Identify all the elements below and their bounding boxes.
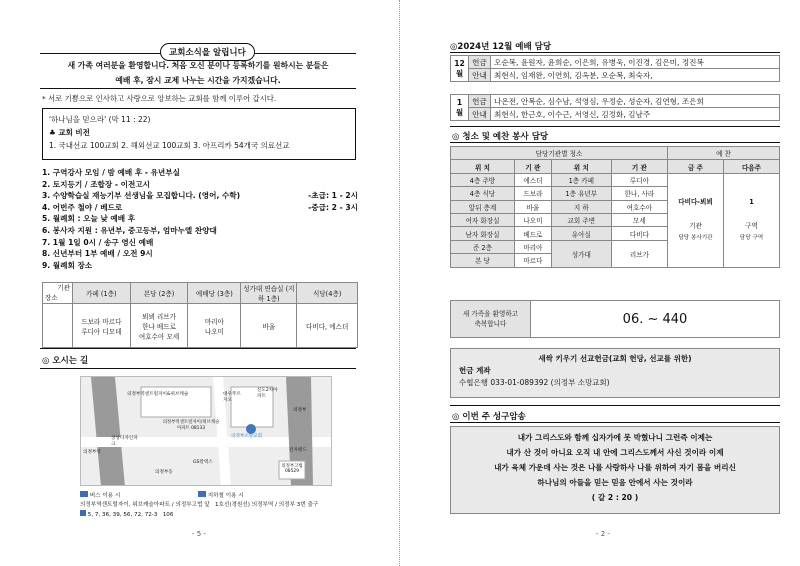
col-header: 카페 (1층) [73,283,131,304]
intro-line: 새 가족 여러분을 환영합니다. 처음 오신 분이나 등록하기를 원하시는 분들은 [67,61,329,70]
notice-title: 교회소식을 알립니다 [160,43,255,61]
map-legend: 버스 이용 시 지하철 이용 시 의정부역센트럴자이, 위브캐슬아파트 / 의정부고법 앞 1호선(경원선) 의정부역 / 의정부 3번 출구 5, 7, 36, 39, 56, 72, 72-3 106 [80,493,319,518]
table-row: 안내 최현식, 임재완, 이연희, 김옥분, 오순복, 최숙자, [451,69,780,82]
news-item: 5. 월례회 : 오늘 낮 예배 후 [42,214,136,224]
news-item: 8. 신년부터 1부 예배 / 오전 9시 [42,249,153,259]
bus-icon [80,491,88,497]
welcome-value: 06. ~ 440 [622,311,688,327]
location-table [42,282,358,348]
intro-line: 예배 후, 잠시 교제 나누는 시간을 가지겠습니다. [115,76,281,85]
table-row: 1월 헌금 나온전, 안복순, 심수남, 석영심, 우정순, 성순자, 김연형, 조은희 [451,95,780,108]
vision-text: 1. 국내선교 100교회 2. 해외선교 100교회 3. 아프리카 54개국 의료선교 [49,141,290,150]
table-row: 4층 주방 에스더 1층 카페 루디아 다비다-뵈뵈 기관 담당 봉사기관 1 구역 담당 구역 [451,173,780,186]
greeting: * 서로 기쁨으로 인사하고 사랑으로 앙보하는 교회를 함께 이루어 갑시다. [42,94,277,103]
news-item: 2. 토지등기 / 조합장 - 이전고시 [42,179,151,189]
cleaning-table: 담당기관별 청소 예 찬 위 치 기 관 위 치 기 관 금 주 다음주 4층 주방 에스더 1층 카페 루디아 다비다-뵈뵈 기관 담당 봉사기관 1 구역 담당 구역 4층 식당 드보라 1층 유년부 한나, 사라 앞뒤 층계 바울 지 하 여호수아 여자 화장실 나오미 교회 주변 모세 남자 화장실 베드로 유아실 다비다 준 2층 마리아 성가대 리브가 본 당 마르다 [450,146,780,268]
divider [40,368,356,369]
directions-map: 의정부역센트럴자이&위브캐슬 대우푸르지오 신도2차아파트 의정부역센트럴자이/위브캐슬아파트 08133 의정부소망교회 상상디자인파크 의정부역 의정부 전자랜드 GS칼텍스 의정부고법 08529 의정부동 [80,376,332,486]
col-header: 본당 (2층) [130,283,188,304]
table-row: 남자 화장실 베드로 유아실 다비다 [451,227,780,240]
verse: '하나님을 믿으라' (막 11 : 22) [49,115,151,124]
divider [40,88,356,89]
col-header: 성가대 연습실 (지하 1층) [241,283,297,304]
intro [40,58,356,88]
page-number: - 5 - [192,530,206,538]
monthly-duty-table [450,55,780,121]
divider [40,348,356,349]
directions-title: ◎ 오시는 길 [42,356,89,366]
table-cell: 드보라 마르다 루디아 디모데 [73,304,131,348]
table-cell: 바울 [241,304,297,348]
table-cell: 다비다, 에스더 [297,304,358,348]
table-cell: 뵈뵈 리브가 한나 베드로 여호수아 모세 [130,304,188,348]
mission-box [450,348,780,398]
memo-title: ◎ 이번 주 성구암송 [452,412,526,422]
month-title: ◎2024년 12월 예배 담당 [450,42,552,52]
news-item: 7. 1월 1일 0시 / 송구 영신 예배 [42,237,154,247]
col-header: 예배당 (3층) [188,283,241,304]
divider [450,422,780,423]
table-row: 여자 화장실 나오미 교회 주변 모세 [451,213,780,226]
news-item: 6. 봉사자 지원 : 유년부, 중고등부, 엄마누엘 찬양대 [42,225,217,235]
page-number: - 2 - [596,530,610,538]
verse-box [42,108,356,160]
table-row: 4층 식당 드보라 1층 유년부 한나, 사라 [451,187,780,200]
table-row: 12월 헌금 오순복, 윤원자, 윤희순, 이은희, 유병욱, 이진경, 김은미, 정진복 [451,56,780,69]
col-header: 식당(4층) [297,283,358,304]
vision-title: ♣ 교회 비전 [49,128,90,137]
news-item: 4. 어번주 철야 / 베드로 -중급: 2 - 3시 [42,202,358,212]
table-row: 본 당 마르다 [451,254,780,267]
subway-icon [198,491,206,497]
memory-verse-box: 내가 그리스도와 함께 십자가에 못 박혔나니 그런즉 이제는 내가 산 것이 아니요 오직 내 안에 그리스도께서 사신 것이라 이제 내가 육체 가운데 사는 것은 나를 사랑하사 나를 위하여 자기 몸을 버리신 하나님의 아들을 믿는 믿음 안에서 사는 것이라 ( 갈 2 : 20 ) [450,426,780,514]
divider [450,405,780,406]
corner-cell: 기관 장소 [43,283,73,304]
divider [450,142,780,143]
welcome-box [450,300,780,338]
table-cell: 마리아 나오미 [188,304,241,348]
table-row: 안내 최현식, 한근호, 이수근, 서영신, 김정화, 김남주 [451,108,780,121]
clean-title: ◎ 청소 및 예찬 봉사 담당 [452,132,549,142]
welcome-label: 새 가족을 환영하고 축복합니다 [451,301,531,337]
mission-account: 수협은행 033-01-089392 (의정부 소망교회) [459,378,610,387]
news-item: 9. 월례회 장소 [42,260,93,270]
news-item: 3. 수양학습실 재능기부 선생님을 모집합니다. (영어, 수학) -초급: 1 - 2시 [42,191,358,201]
mission-sub: 헌금 계좌 [459,366,491,375]
table-row: 준 2층 마리아 성가대 리브가 [451,240,780,253]
mission-title: 새싹 키우기 선교헌금(교회 헌당, 선교를 위한) [538,354,692,363]
table-row: 앞뒤 층계 바울 지 하 여호수아 [451,200,780,213]
divider [450,52,780,53]
news-list [42,167,358,271]
divider [450,126,780,127]
news-item: 1. 구역강사 모임 / 밤 예배 후 - 유년부실 [42,168,180,177]
